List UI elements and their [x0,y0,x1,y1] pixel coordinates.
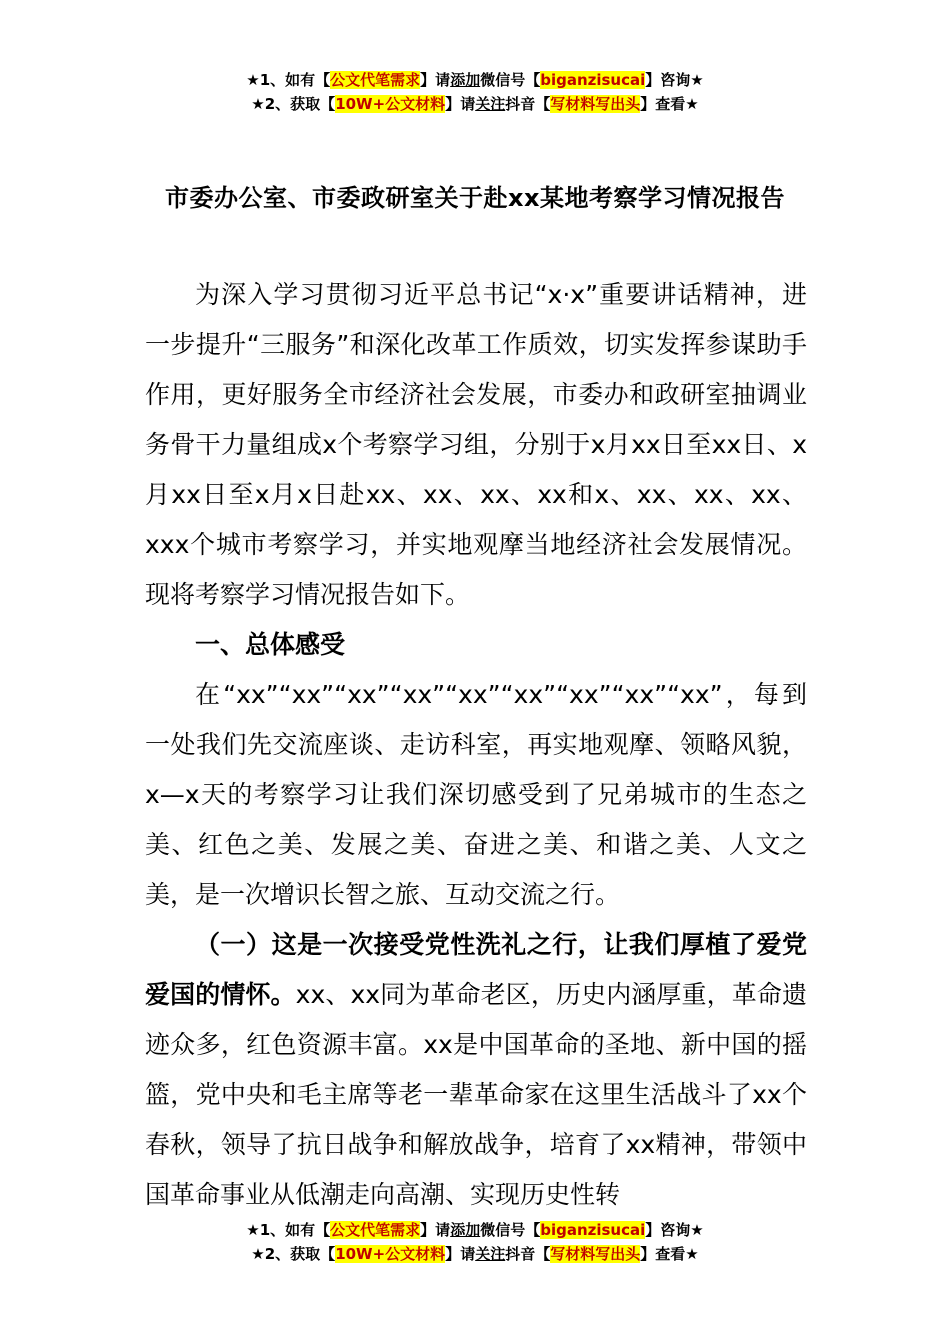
highlight-service: 公文代笔需求 [330,1221,421,1239]
header-banner [0,68,950,116]
paragraph-party-spirit: （一）这是一次接受党性洗礼之行，让我们厚植了爱党爱国的情怀。xx、xx同为革命老区，历史内涵厚重，革命遗迹众多，红色资源丰富。xx是中国革命的圣地、新中国的摇篮，党中央和毛主席等老一辈革命家在这里生活战斗了xx个春秋，领导了抗日战争和解放战争，培育了xx精神，带领中国革命事业从低潮走向高潮、实现历史性转 [145,930,807,1209]
highlight-service: 公文代笔需求 [330,71,421,89]
highlight-douyin: 写材料写出头 [550,1245,641,1263]
banner-line-2: ★2、获取【10W+公文材料】请关注抖音【写材料写出头】查看★ [251,95,699,113]
banner-line-1: ★1、如有【公文代笔需求】请添加微信号【biganzisucai】咨询★ [246,1221,704,1239]
highlight-wechat-id: biganzisucai [540,1221,646,1239]
star-icon: ★ [251,95,265,113]
document-body [145,270,807,1220]
banner-line-1: ★1、如有【公文代笔需求】请添加微信号【biganzisucai】咨询★ [246,71,704,89]
subheading-bold: （一）这是一次接受党性洗礼之行，让我们厚植了爱党爱国的情怀。 [145,930,807,1009]
star-icon: ★ [246,1221,260,1239]
highlight-materials: 10W+公文材料 [335,95,446,113]
star-icon: ★ [246,71,260,89]
section-heading: 一、总体感受 [195,630,346,659]
star-icon: ★ [251,1245,265,1263]
highlight-materials: 10W+公文材料 [335,1245,446,1263]
document-title: 市委办公室、市委政研室关于赴xx某地考察学习情况报告 [165,184,785,212]
banner-line-2: ★2、获取【10W+公文材料】请关注抖音【写材料写出头】查看★ [251,1245,699,1263]
paragraph-overview: 在“xx”“xx”“xx”“xx”“xx”“xx”“xx”“xx”“xx”，每到一处我们先交流座谈、走访科室，再实地观摩、领略风貌，x—x天的考察学习让我们深切感受到了兄弟城市的生态之美、红色之美、发展之美、奋进之美、和谐之美、人文之美，是一次增识长智之旅、互动交流之行。 [145,680,807,909]
highlight-wechat-id: biganzisucai [540,71,646,89]
paragraph-intro: 为深入学习贯彻习近平总书记“x·x”重要讲话精神，进一步提升“三服务”和深化改革工作质效，切实发挥参谋助手作用，更好服务全市经济社会发展，市委办和政研室抽调业务骨干力量组成x个考察学习组，分别于x月xx日至xx日、x月xx日至x月x日赴xx、xx、xx、xx和x、xx、xx、xx、xxx个城市考察学习，并实地观摩当地经济社会发展情况。现将考察学习情况报告如下。 [145,280,807,609]
highlight-douyin: 写材料写出头 [550,95,641,113]
footer-banner [0,1218,950,1266]
